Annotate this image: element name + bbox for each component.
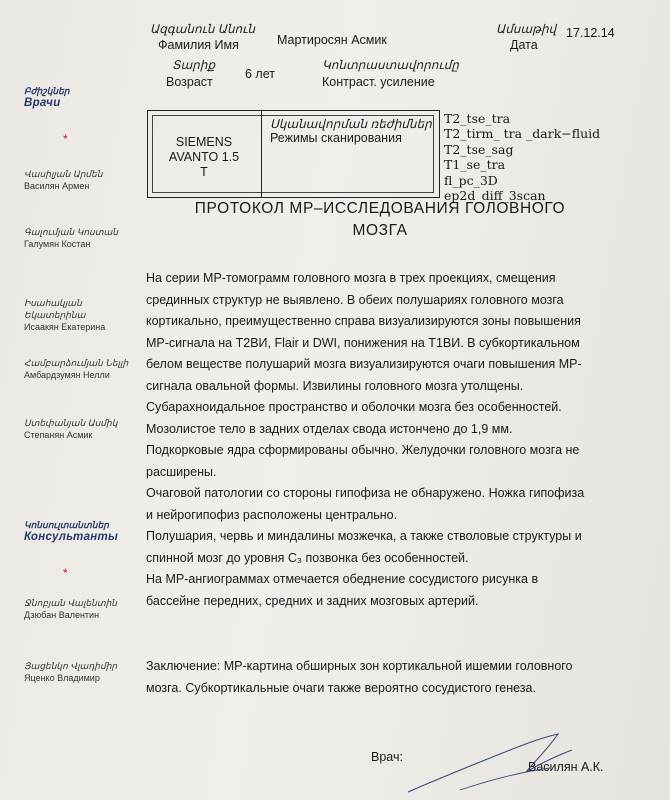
doctor-name-am: Համբարձումյան Նելլի	[24, 358, 129, 368]
name-label-ru: Фамилия Имя	[158, 38, 239, 52]
conclusion	[146, 656, 614, 699]
doctor-name-ru: Исаакян Екатерина	[24, 322, 106, 332]
doctor-name-am: Վասիլյան Արմեն	[24, 169, 103, 179]
consultant-name-am: Յացենկո Վլադիմիր	[24, 661, 118, 671]
doctor-name-ru: Амбардзумян Нелли	[24, 370, 110, 380]
scanner-device	[164, 135, 244, 180]
report-body	[146, 268, 614, 612]
consultants-heading-ru: Консультанты	[24, 531, 119, 543]
patient-name: Мартиросян Асмик	[277, 33, 387, 47]
age-label-am: Տարիք	[172, 58, 215, 72]
body-line: сигнала овальной формы. Извилины головного мозга утолщены.	[146, 378, 524, 393]
body-line: бассейне передних, средних и задних мозговых артерий.	[146, 593, 479, 608]
doctor-entry	[24, 357, 139, 381]
contrast-label-am: Կոնտրաստավորումը	[322, 58, 459, 72]
doctors-heading-am: Բժիշկներ	[24, 86, 70, 96]
scan-modes-label-ru: Режимы сканирования	[270, 131, 402, 145]
doctor-name-ru: Галумян Костан	[24, 239, 91, 249]
doctor-name-ru: Степанян Асмик	[24, 430, 93, 440]
conclusion-line: Заключение: МР-картина обширных зон кортикальной ишемии головного	[146, 659, 573, 673]
device-line-1: SIEMENS	[175, 135, 233, 149]
handwritten-signature	[400, 728, 610, 800]
doctor-entry	[24, 226, 139, 250]
contrast-label-ru: Контраст. усиление	[322, 75, 435, 89]
consultant-entry	[24, 660, 139, 684]
body-line: Подкорковые ядра сформированы обычно. Желудочки головного мозга не	[146, 443, 580, 457]
body-line: кортикально, преимущественно справа визуализируются зоны повышения	[146, 314, 581, 328]
title-line-1: ПРОТОКОЛ МР–ИССЛЕДОВАНИЯ ГОЛОВНОГО	[194, 200, 566, 217]
consultants-heading-am: Կոնսուլտանտներ	[24, 520, 109, 530]
body-line: расширены.	[146, 464, 217, 479]
body-line: На МР-ангиограммах отмечается обеднение сосудистого рисунка в	[146, 572, 539, 586]
protocol-title	[150, 198, 610, 242]
doctor-name-am: Իսահակյան Եկատերինա	[24, 298, 86, 320]
title-line-2: МОЗГА	[352, 222, 408, 239]
doctor-label: Врач:	[371, 750, 403, 764]
sequence-item: T2_tse_sag	[444, 141, 514, 157]
sequence-item: T2_tirm_ tra _dark−fluid	[444, 126, 601, 142]
doctor-entry	[24, 297, 139, 333]
conclusion-line: мозга. Субкортикальные очаги также вероятно сосудистого генеза.	[146, 680, 536, 695]
consultants-section-header	[24, 520, 139, 543]
body-line: Очаговой патологии со стороны гипофиза не обнаружено. Ножка гипофиза	[146, 486, 585, 500]
doctors-heading-ru: Врачи	[24, 97, 61, 109]
scan-table-divider	[261, 111, 262, 197]
red-star-mark: *	[63, 566, 68, 580]
date-label-ru: Дата	[510, 38, 538, 52]
doctor-name-ru: Василян Армен	[24, 181, 90, 191]
sequence-list	[444, 111, 600, 203]
date-label-am: Ամսաթիվ	[496, 22, 557, 36]
doctors-section-header	[24, 86, 139, 109]
red-star-mark: *	[63, 132, 68, 146]
doctor-name-am: Ստեփանյան Ասմիկ	[24, 418, 118, 428]
consultant-name-ru: Дзюбан Валентин	[24, 610, 100, 620]
scan-info-table	[147, 110, 440, 198]
date-value: 17.12.14	[566, 26, 615, 40]
body-line: срединных структур не выявлено. В обеих полушариях головного мозга	[146, 292, 564, 307]
doctor-name-am: Գալումյան Կոստան	[24, 227, 118, 237]
sequence-item: ep2d_diff_3scan	[444, 188, 546, 204]
scan-modes-label-am: Սկանավորման ռեժիմներ	[270, 117, 432, 131]
body-line: Мозолистое тело в задних отделах свода истончено до 1,9 мм.	[146, 421, 513, 436]
body-line: Субарахноидальное пространство и оболочки мозга без особенностей.	[146, 400, 562, 414]
consultant-entry	[24, 597, 139, 621]
body-line: спинной мозг до уровня C₃ позвонка без особенностей.	[146, 550, 469, 565]
body-line: МР-сигнала на Т2ВИ, Flair и DWI, понижения на Т1ВИ. В субкортикальном	[146, 335, 580, 350]
name-label-am: Ազգանուն Անուն	[150, 22, 255, 36]
consultant-name-am: Ջնոբյան Վալենտին	[24, 598, 118, 608]
sequence-item: fl_pc_3D	[444, 172, 498, 188]
doctor-entry	[24, 168, 139, 192]
doctor-entry	[24, 417, 139, 441]
sequence-item: T2_tse_tra	[444, 111, 511, 126]
age-label-ru: Возраст	[166, 75, 213, 89]
age-value: 6 лет	[245, 67, 275, 81]
body-line: Полушария, червь и миндалины мозжечка, а также стволовые структуры и	[146, 529, 582, 543]
body-line: и нейрогипофиз расположены центрально.	[146, 507, 398, 522]
sequence-item: T1_se_tra	[444, 157, 506, 173]
device-line-2: AVANTO 1.5 T	[168, 150, 240, 179]
doctor-signature-name: Василян А.К.	[528, 760, 604, 774]
body-line: На серии МР-томограмм головного мозга в трех проекциях, смещения	[146, 271, 556, 285]
consultant-name-ru: Яценко Владимир	[24, 673, 100, 683]
body-line: белом веществе полушарий мозга визуализируются очаги повышения МР-	[146, 357, 582, 371]
